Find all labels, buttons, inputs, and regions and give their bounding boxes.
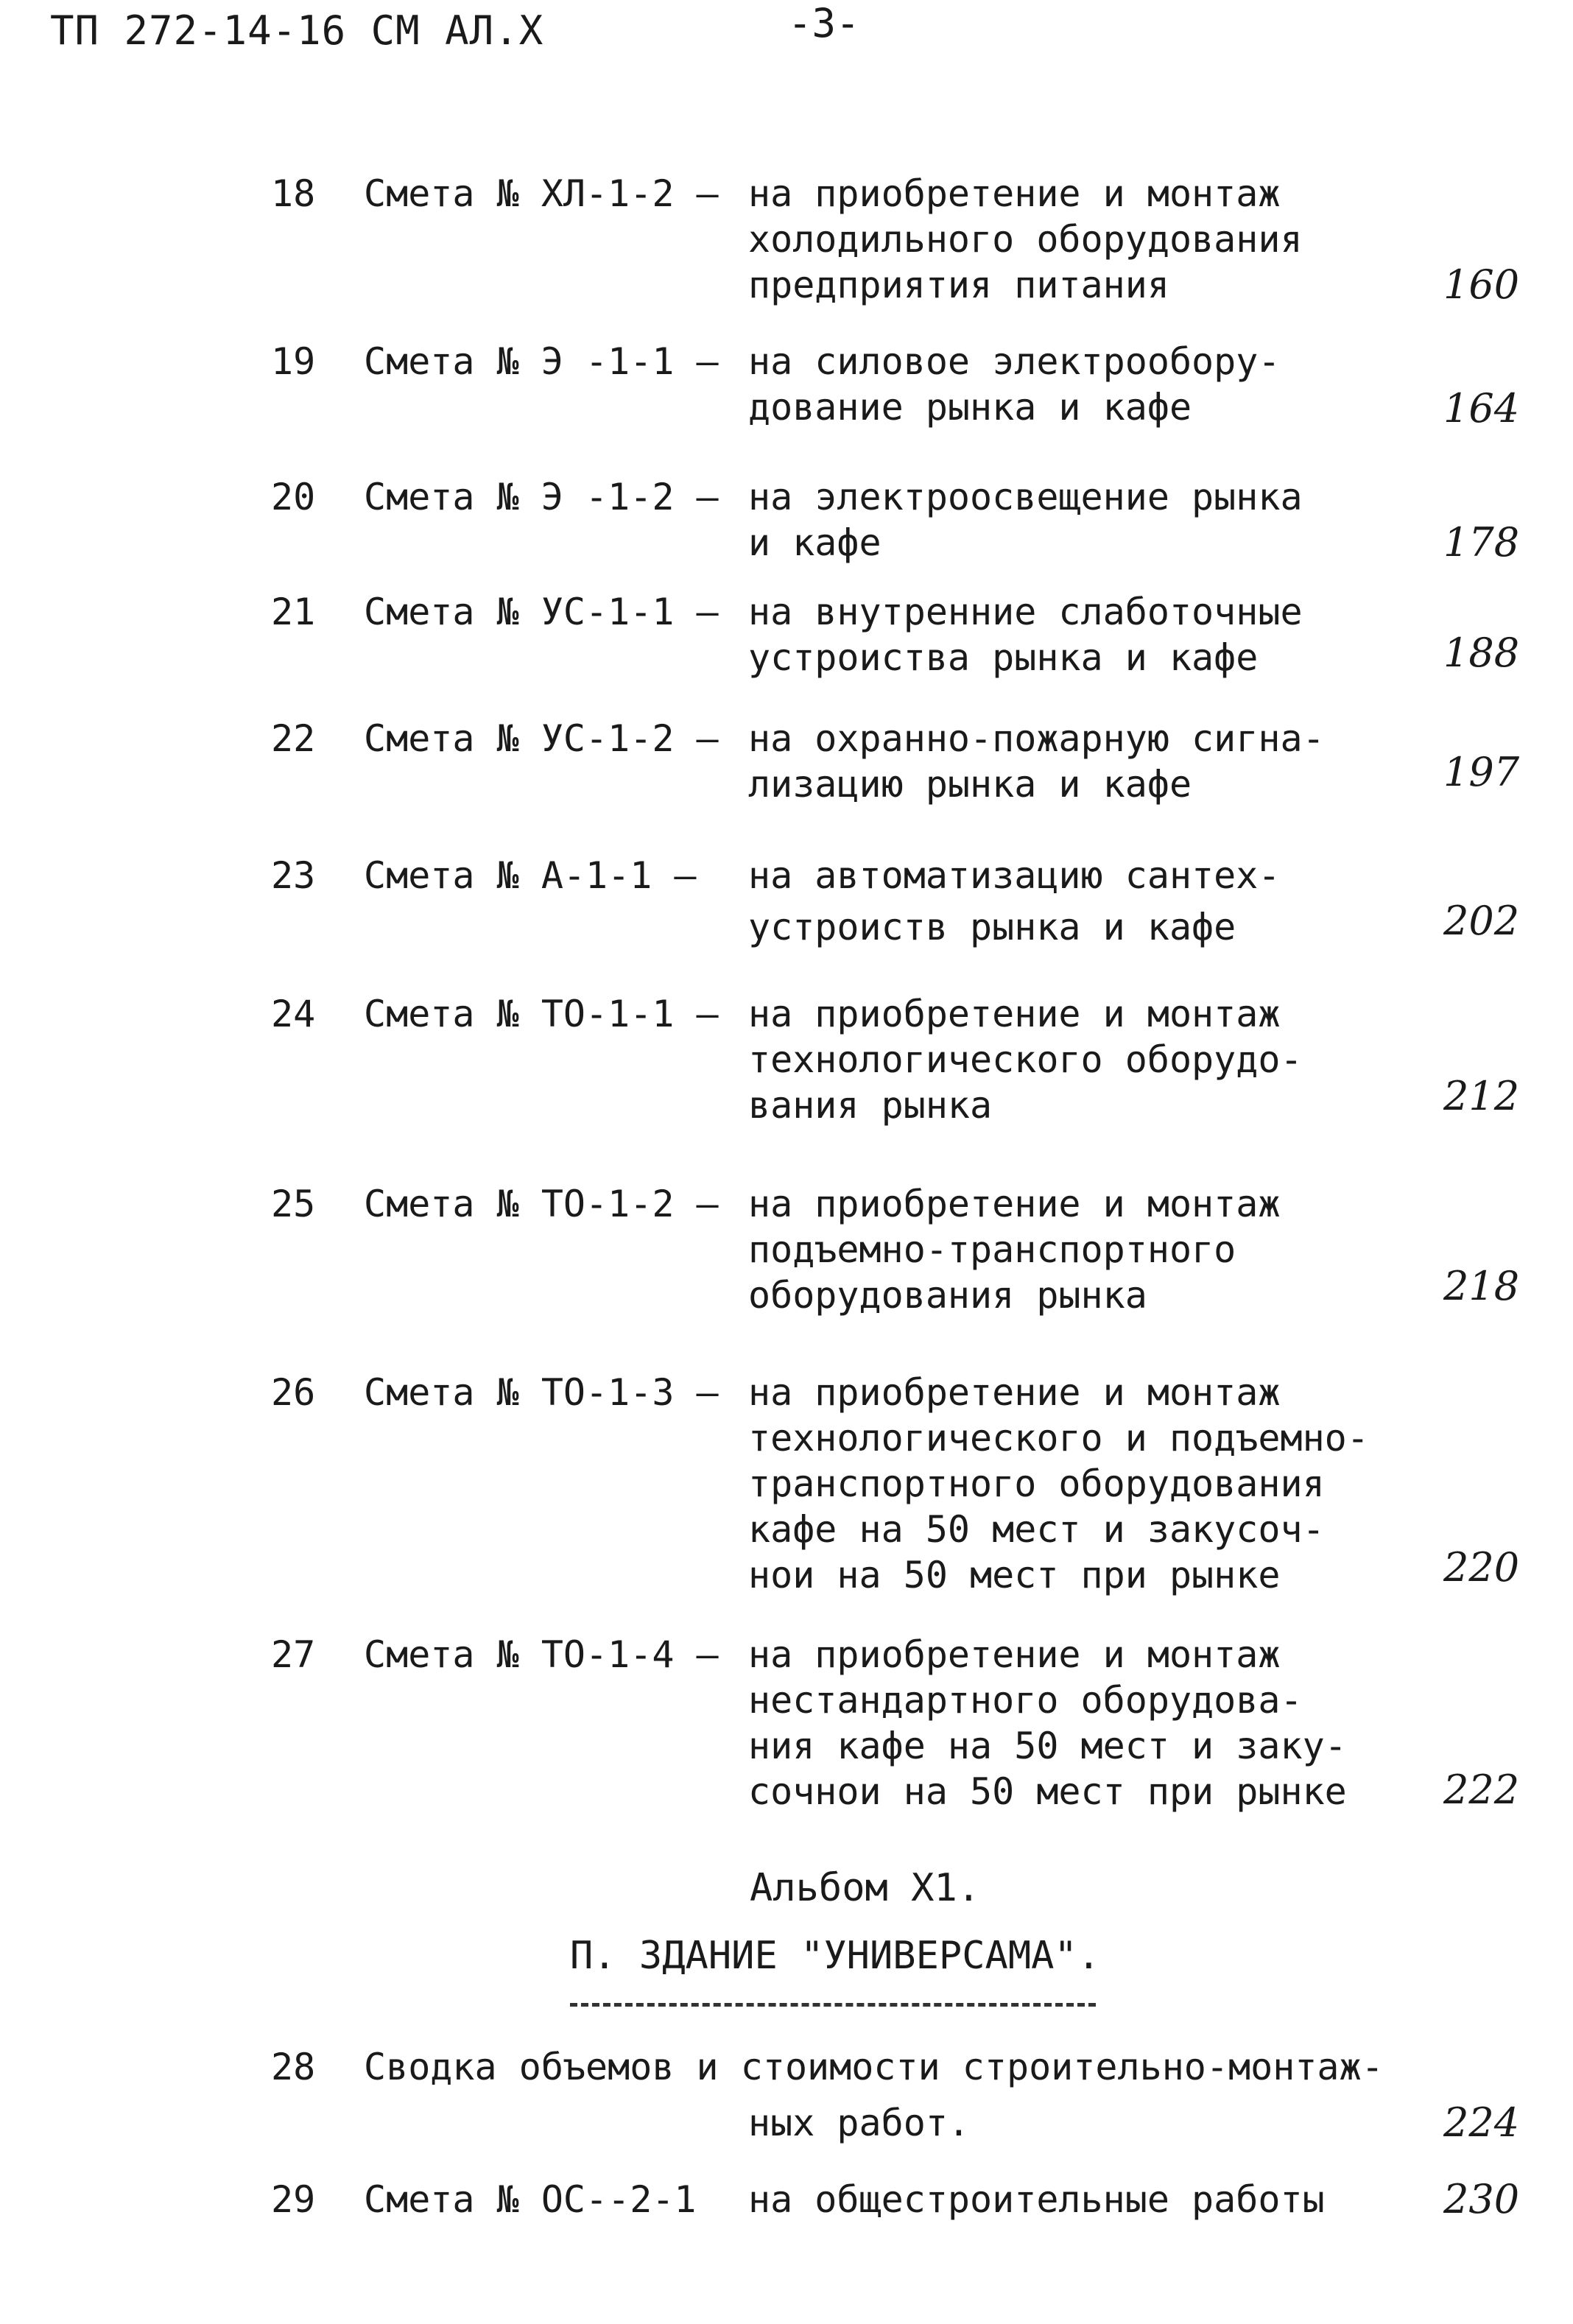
entry-number: 29 bbox=[271, 2178, 316, 2221]
entry-number: 20 bbox=[271, 476, 316, 518]
estimate-label: Смета № ТО-1-1 – bbox=[364, 993, 719, 1035]
estimate-label: Смета № УС-1-1 – bbox=[364, 591, 719, 633]
entry-description: на приобретение и монтаж технологического оборудо- вания рынка bbox=[748, 993, 1303, 1127]
entry-number: 21 bbox=[271, 591, 316, 633]
page-ref: 224 bbox=[1443, 2099, 1520, 2146]
estimate-label: Смета № А-1-1 – bbox=[364, 854, 697, 897]
page-ref: 202 bbox=[1443, 898, 1520, 944]
estimate-label: Смета № ОС--2-1 bbox=[364, 2178, 697, 2221]
entry-number: 25 bbox=[271, 1183, 316, 1225]
entry-description: на автоматизацию сантех- устроиств рынка и кафе bbox=[748, 854, 1281, 948]
entry-number: 22 bbox=[271, 717, 316, 760]
entry-description: на электроосвещение рынка и кафе bbox=[748, 476, 1303, 564]
entry-number: 28 bbox=[271, 2046, 316, 2088]
heading-underline bbox=[570, 2003, 1096, 2007]
page-ref: 197 bbox=[1443, 749, 1520, 795]
page-ref: 160 bbox=[1443, 261, 1520, 308]
entry-description: на общестроительные работы bbox=[748, 2178, 1325, 2221]
document-code: ТП 272-14-16 СМ АЛ.Х bbox=[50, 7, 544, 54]
page-ref: 188 bbox=[1443, 630, 1520, 676]
entry-number: 19 bbox=[271, 340, 316, 383]
entry-number: 26 bbox=[271, 1371, 316, 1414]
page-ref: 164 bbox=[1443, 385, 1520, 432]
estimate-label: Смета № ТО-1-2 – bbox=[364, 1183, 719, 1225]
album-heading: Альбом Х1. bbox=[750, 1866, 981, 1910]
entry-number: 24 bbox=[271, 993, 316, 1035]
estimate-label: Смета № ТО-1-4 – bbox=[364, 1633, 719, 1676]
page-ref: 222 bbox=[1443, 1767, 1520, 1813]
estimate-label: Смета № ХЛ-1-2 – bbox=[364, 172, 719, 215]
page-ref: 230 bbox=[1443, 2176, 1520, 2222]
estimate-label: Смета № УС-1-2 – bbox=[364, 717, 719, 760]
entry-number: 27 bbox=[271, 1633, 316, 1676]
entry-description: на охранно-пожарную сигна- лизацию рынка и кафе bbox=[748, 717, 1325, 806]
entry-description: на силовое электрообору- дование рынка и кафе bbox=[748, 340, 1281, 429]
page-ref: 212 bbox=[1443, 1073, 1520, 1119]
page-ref: 178 bbox=[1443, 519, 1520, 566]
estimate-label: Смета № Э -1-1 – bbox=[364, 340, 719, 383]
section-heading: П. ЗДАНИЕ "УНИВЕРСАМА". bbox=[570, 1934, 1101, 1978]
entry-description: на приобретение и монтаж холодильного оборудования предприятия питания bbox=[748, 172, 1303, 306]
entry-description: на внутренние слаботочные устроиства рынка и кафе bbox=[748, 591, 1303, 679]
estimate-label: Смета № Э -1-2 – bbox=[364, 476, 719, 518]
estimate-label: Смета № ТО-1-3 – bbox=[364, 1371, 719, 1414]
page-ref: 220 bbox=[1443, 1544, 1520, 1591]
page-number: -3- bbox=[788, 0, 860, 46]
entry-description: Сводка объемов и стоимости строительно-монтаж- ных работ. bbox=[364, 2046, 1384, 2144]
entry-description: на приобретение и монтаж технологического и подъемно- транспортного оборудования кафе на 50 мест и закусоч- нои на 50 мест при рынке bbox=[748, 1371, 1369, 1596]
page-ref: 218 bbox=[1443, 1263, 1520, 1309]
entry-number: 18 bbox=[271, 172, 316, 215]
entry-description: на приобретение и монтаж нестандартного оборудова- ния кафе на 50 мест и заку- сочнои на 50 мест при рынке bbox=[748, 1633, 1347, 1813]
entry-number: 23 bbox=[271, 854, 316, 897]
entry-description: на приобретение и монтаж подъемно-транспортного оборудования рынка bbox=[748, 1183, 1281, 1317]
